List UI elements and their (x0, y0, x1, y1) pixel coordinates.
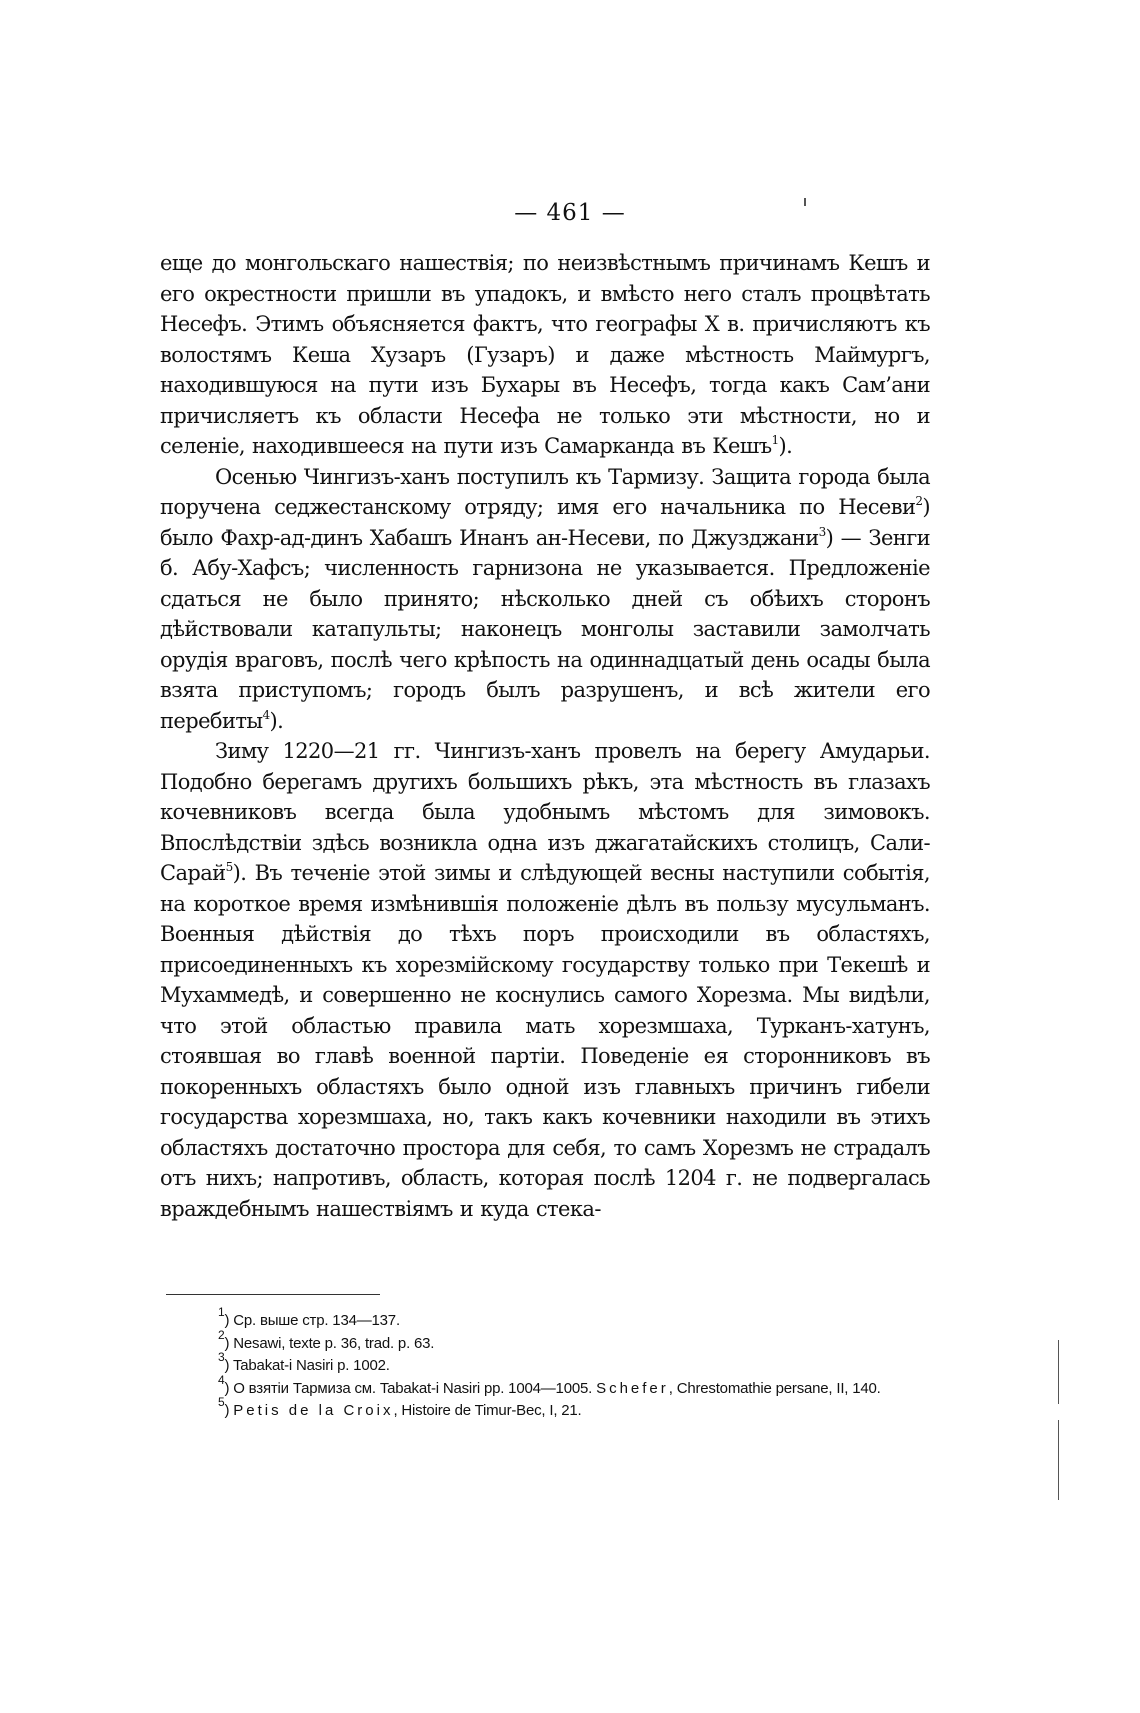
footnote-3-text: ) Tabakat-i Nasiri p. 1002. (224, 1357, 390, 1374)
scan-artifact-dot (804, 198, 806, 206)
paragraph-1 (160, 248, 930, 462)
footnote-1-mark: 1 (218, 1305, 225, 1319)
paragraph-3-text-b: ). Въ теченіе этой зимы и слѣдующей весны наступили событія, на короткое время измѣнившія положеніе дѣлъ въ пользу мусульманъ. Военныя дѣйствія до тѣхъ поръ происходили въ областяхъ, присоединенныхъ къ хорезмійскому государству только при Текешѣ и Мухаммедѣ, и совершенно не коснулись самого Хорезма. Мы видѣли, что этой областью правила мать хорезмшаха, Турканъ-хатунъ, стоявшая во главѣ военной партіи. Поведеніе ея сторонниковъ въ покоренныхъ областяхъ было одной изъ главныхъ причинъ гибели государства хорезмшаха, но, такъ какъ кочевники находили въ этихъ областяхъ достаточно простора для себя, то самъ Хорезмъ не страдалъ отъ нихъ; напротивъ, область, которая послѣ 1204 г. не подвергалась враждебнымъ нашествіямъ и куда стека- (160, 861, 930, 1221)
footnote-5-pre: ) (224, 1402, 234, 1419)
footnote-ref-2: 2 (915, 494, 923, 508)
paragraph-2 (160, 462, 930, 737)
footnote-ref-5: 5 (225, 860, 233, 874)
paragraph-2-tail: ). (269, 708, 284, 733)
footnote-3-mark: 3 (218, 1350, 225, 1364)
footnote-5-author: Petis de la Croix (233, 1402, 394, 1419)
footnote-4 (160, 1372, 930, 1401)
footnote-5 (160, 1395, 930, 1423)
scan-artifact-line (1058, 1420, 1059, 1500)
main-text (160, 248, 930, 1224)
footnote-4-text-a: ) О взятіи Тармиза см. Tabakat-i Nasiri pp. 1004—1005. (224, 1379, 597, 1397)
paragraph-3-text-a: Зиму 1220—21 гг. Чингизъ-ханъ провелъ на берегу Амударьи. Подобно берегамъ другихъ большихъ рѣкъ, эта мѣстность въ глазахъ кочевниковъ всегда была удобнымъ мѣстомъ для зимовокъ. Впослѣдствіи здѣсь возникла одна изъ джагатайскихъ столицъ, Сали-Сарай (160, 739, 930, 885)
footnote-ref-3: 3 (818, 524, 826, 539)
footnote-ref-1: 1 (771, 433, 779, 447)
footnote-1 (160, 1305, 930, 1333)
footnote-1-text: ) Ср. выше стр. 134—137. (224, 1312, 400, 1329)
footnote-2 (160, 1327, 930, 1356)
footnote-ref-4: 4 (262, 707, 270, 722)
footnote-5-mark: 5 (218, 1395, 225, 1409)
page-number: — 461 — (514, 200, 626, 226)
footnote-5-text: , Histoire de Timur-Bec, I, 21. (393, 1402, 582, 1419)
scan-artifact-line (1058, 1340, 1059, 1404)
footnote-4-mark: 4 (218, 1372, 225, 1387)
footnotes (160, 1305, 930, 1423)
footnote-divider (166, 1294, 380, 1295)
paragraph-2-text-b: ) было Фахр-ад-динъ Хабашъ Инанъ ан-Несеви, по Джузджани (160, 495, 930, 550)
paragraph-1-text: еще до монгольскаго нашествія; по неизвѣстнымъ причинамъ Кешъ и его окрестности пришли въ упадокъ, и вмѣсто него сталъ процвѣтать Несефъ. Этимъ объясняется фактъ, что географы X в. причисляютъ къ волостямъ Кеша Хузаръ (Гузаръ) и даже мѣстность Маймургъ, находившуюся на пути изъ Бухары въ Несефъ, тогда какъ Сам’ани причисляетъ къ области Несефа не только эти мѣстности, но и селеніе, находившееся на пути изъ Самарканда въ Кешъ (160, 251, 930, 458)
paragraph-1-tail: ). (778, 434, 793, 458)
paragraph-3 (160, 736, 930, 1224)
footnote-3 (160, 1350, 930, 1378)
footnote-2-mark: 2 (218, 1327, 225, 1342)
footnote-2-text: ) Nesawi, texte p. 36, trad. p. 63. (224, 1334, 435, 1352)
footnote-4-author: Schefer (596, 1379, 669, 1397)
footnote-4-text-b: , Chrestomathie persane, II, 140. (668, 1379, 881, 1397)
paragraph-2-text-a: Осенью Чингизъ-ханъ поступилъ къ Тармизу. Защита города была поручена седжестанскому отряду; имя его начальника по Несеви (160, 464, 930, 519)
paragraph-2-text-c: ) — Зенги б. Абу-Хафсъ; численность гарнизона не указывается. Предложеніе сдаться не было принято; нѣсколько дней съ обѣихъ сторонъ дѣйствовали катапульты; наконецъ монголы заставили замолчать орудія враговъ, послѣ чего крѣпость на одиннадцатый день осады была взята приступомъ; городъ былъ разрушенъ, и всѣ жители его перебиты (160, 525, 930, 733)
